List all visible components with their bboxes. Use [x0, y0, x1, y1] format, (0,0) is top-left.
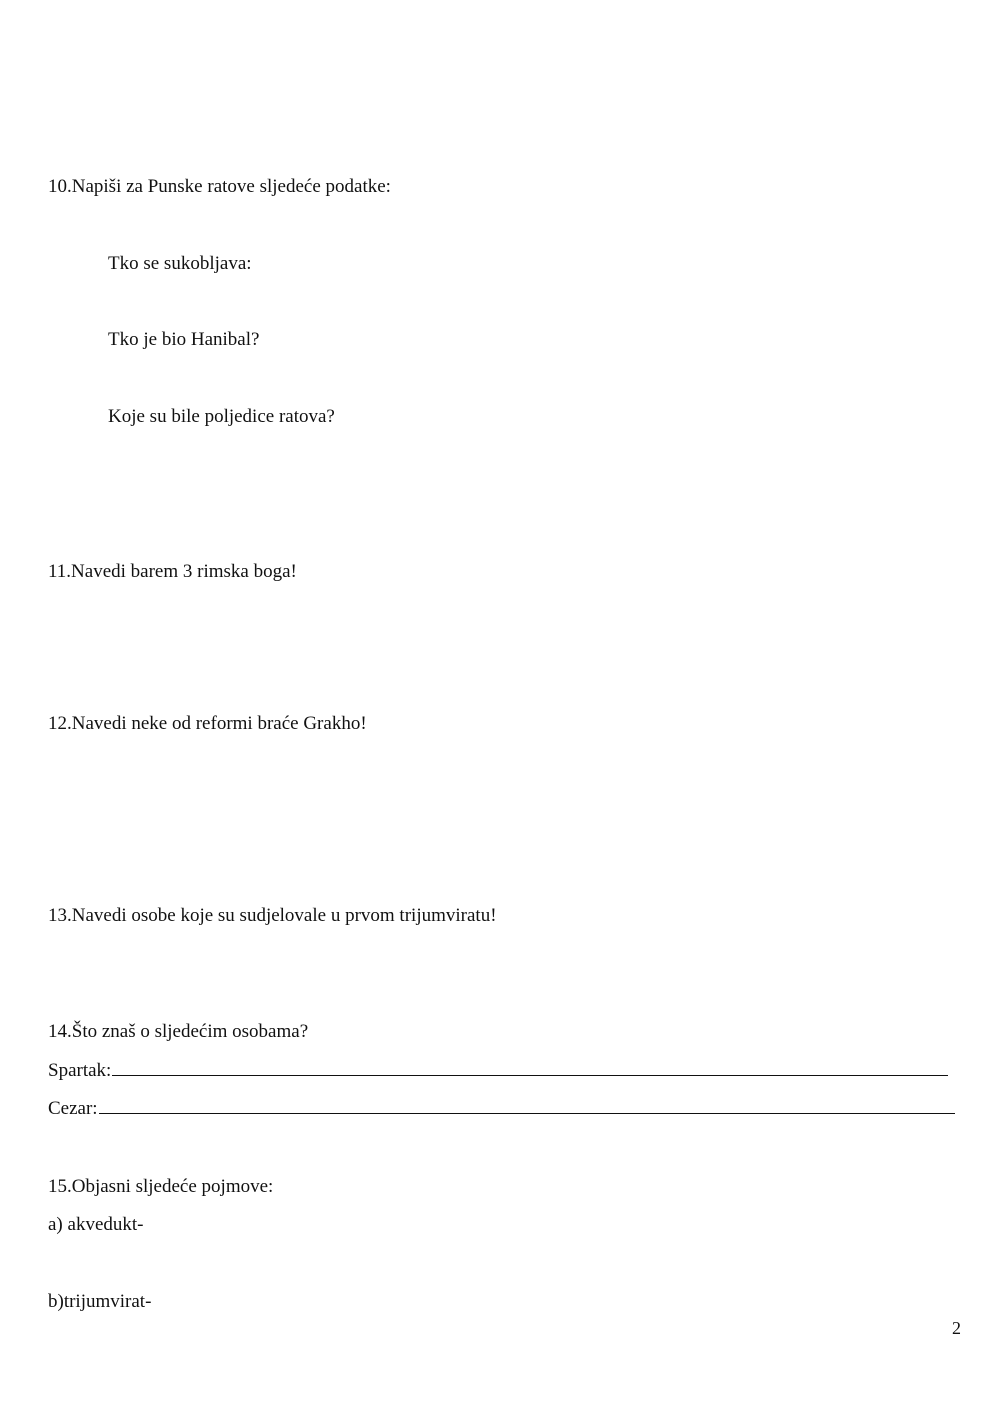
page-number: 2: [952, 1318, 961, 1338]
question-12-prompt: 12.Navedi neke od reformi braće Grakho!: [48, 713, 367, 734]
cezar-answer-line[interactable]: [99, 1097, 955, 1114]
spartak-field: [48, 1059, 948, 1083]
question-15-prompt: 15.Objasni sljedeće pojmove:: [48, 1176, 274, 1197]
question-10-subitem-3: Koje su bile poljedice ratova?: [108, 406, 335, 427]
question-10-subitem-1: Tko se sukobljava:: [108, 253, 252, 274]
cezar-field: [48, 1097, 955, 1121]
question-11-prompt: 11.Navedi barem 3 rimska boga!: [48, 561, 297, 582]
term-trijumvirat: b)trijumvirat-: [48, 1291, 152, 1312]
question-14-prompt: 14.Što znaš o sljedećim osobama?: [48, 1021, 309, 1042]
question-10-subitem-2: Tko je bio Hanibal?: [108, 329, 260, 350]
question-10-prompt: 10.Napiši za Punske ratove sljedeće podatke:: [48, 176, 391, 197]
term-akvedukt: a) akvedukt-: [48, 1214, 144, 1235]
spartak-label: Spartak:: [48, 1060, 112, 1081]
question-13-prompt: 13.Navedi osobe koje su sudjelovale u prvom trijumviratu!: [48, 905, 497, 926]
cezar-label: Cezar:: [48, 1098, 98, 1119]
spartak-answer-line[interactable]: [112, 1059, 948, 1076]
